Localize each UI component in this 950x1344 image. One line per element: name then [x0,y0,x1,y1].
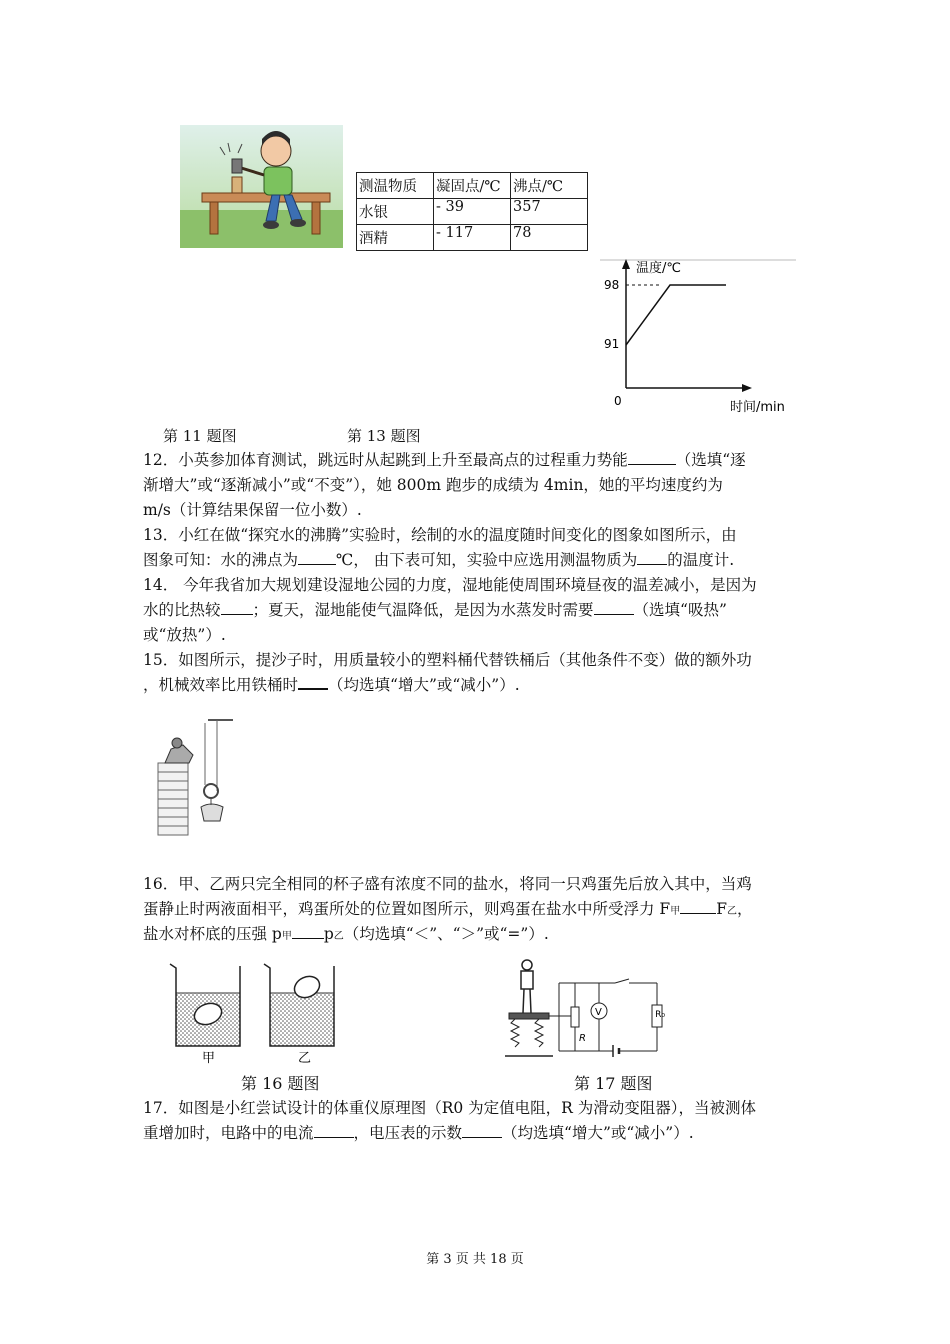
pulley-figure [153,715,253,837]
table-cell: - 117 [434,225,511,251]
beakers-figure [160,958,360,1070]
brick-stack [158,763,188,835]
answer-blank[interactable] [221,600,253,615]
q17-line2: 重增加时，电路中的电流 ，电压表的示数 （均选填“增大”或“减小”）. [143,1124,694,1142]
answer-blank[interactable] [462,1123,502,1138]
q15-line2: ，机械效率比用铁桶时 （均选填“增大”或“减小”）. [143,676,520,694]
caption-fig13: 第 13 题图 [347,427,421,445]
table-cell: 水银 [357,199,434,225]
q14-line3: 或“放热”）. [143,626,226,644]
y-tick-91: 91 [604,337,620,351]
table-header: 沸点/℃ [511,173,588,199]
table-row [357,225,588,251]
table-header: 凝固点/℃ [434,173,511,199]
table-row [357,199,588,225]
page-footer: 第 3 页 共 18 页 [426,1252,524,1267]
q12-line2: 渐增大”或“逐渐减小”或“不变”），她 800m 跑步的成绩为 4min，她的平均速度约为 [143,476,723,494]
q12-line3: m/s（计算结果保留一位小数）. [143,501,362,519]
table-header: 测温物质 [357,173,434,199]
q13-line2: 图象可知：水的沸点为 ℃， 由下表可知，实验中应选用测温物质为 的温度计. [143,551,735,569]
q13-line1: 13．小红在做“探究水的沸腾”实验时，绘制的水的温度随时间变化的图象如图所示，由 [143,526,737,544]
table-cell: 78 [511,225,588,251]
rheostat-R [571,1007,579,1027]
answer-blank[interactable] [628,450,676,465]
q15-line1: 15．如图所示，提沙子时，用质量较小的塑料桶代替铁桶后（其他条件不变）做的额外功 [143,651,752,669]
voltmeter-label: V [595,1007,602,1018]
q16-line3: 盐水对杯底的压强 p甲 p乙（均选填“＜”、“＞”或“=”）. [143,925,549,943]
q12-line1: 12．小英参加体育测试，跳远时从起跳到上升至最高点的过程重力势能 （选填“逐 [143,451,746,469]
q14-line2: 水的比热较 ；夏天，湿地能使气温降低，是因为水蒸发时需要 （选填“吸热” [143,601,727,619]
table-cell: 酒精 [357,225,434,251]
beaker-label-jia: 甲 [202,1051,216,1066]
origin-label: 0 [614,394,622,408]
x-axis-label: 时间/min [730,400,785,415]
beaker-yi [264,964,334,1066]
circuit-figure [505,955,665,1065]
y-axis-label: 温度/℃ [636,261,681,276]
table-cell: 357 [511,199,588,225]
y-tick-98: 98 [604,278,620,292]
temperature-graph [596,255,806,420]
thermometer-table [356,172,588,251]
answer-blank[interactable] [298,550,336,565]
caption-fig16: 第 16 题图 [241,1074,320,1093]
answer-blank[interactable] [680,899,716,914]
caption-fig11: 第 11 题图 [163,427,237,445]
answer-blank[interactable] [314,1123,354,1138]
answer-blank[interactable] [298,674,328,690]
resistor-label: R₀ [655,1010,665,1020]
q14-line1: 14． 今年我省加大规划建设湿地公园的力度，湿地能使周围环境昼夜的温差减小，是因为 [143,576,757,594]
beaker-jia [170,964,240,1066]
answer-blank[interactable] [292,924,324,939]
x-axis-arrow [742,384,752,392]
q16-line1: 16．甲、乙两只完全相同的杯子盛有浓度不同的盐水，将同一只鸡蛋先后放入其中，当鸡 [143,875,752,893]
beaker-label-yi: 乙 [298,1051,312,1066]
fig11-illustration [180,125,343,248]
rheostat-label: R [579,1033,586,1044]
table-header-row [357,173,588,199]
answer-blank[interactable] [594,600,634,615]
answer-blank[interactable] [637,550,667,565]
temperature-series-line [626,285,726,345]
table-cell: - 39 [434,199,511,225]
caption-fig17: 第 17 题图 [574,1074,653,1093]
q16-line2: 蛋静止时两液面相平，鸡蛋所处的位置如图所示，则鸡蛋在盐水中所受浮力 F甲 F乙， [143,900,753,918]
q17-line1: 17．如图是小红尝试设计的体重仪原理图（R0 为定值电阻，R 为滑动变阻器），当被测体 [143,1099,757,1117]
